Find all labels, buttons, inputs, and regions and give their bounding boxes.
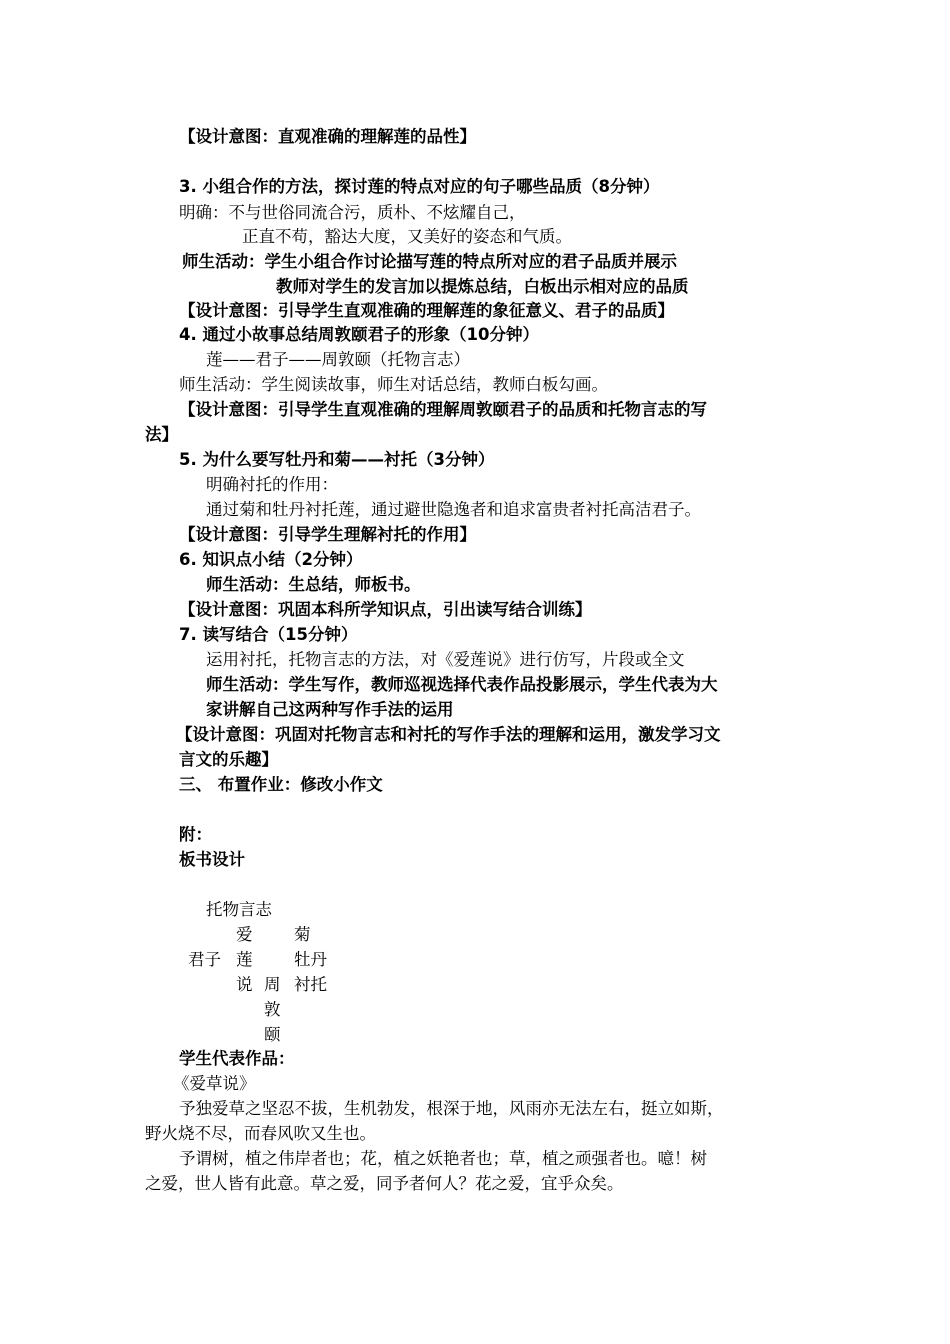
board-ai: 爱 <box>236 925 253 944</box>
design-intent-4: 【设计意图：引导学生理解衬托的作用】 <box>179 525 476 544</box>
step-5-heading: 5. 为什么要写牡丹和菊——衬托（3分钟） <box>179 450 495 469</box>
design-intent-3-cont: 法】 <box>145 425 178 444</box>
step-5-clarify: 明确衬托的作用： <box>206 475 338 494</box>
student-work-heading: 学生代表作品： <box>179 1049 295 1068</box>
step-3-clarify-1: 明确：不与世俗同流合污，质朴、不炫耀自己， <box>179 203 526 222</box>
appendix-label: 附： <box>179 825 212 844</box>
board-yi: 颐 <box>264 1025 281 1044</box>
board-dun: 敦 <box>264 1000 281 1019</box>
design-intent-6-cont: 言文的乐趣】 <box>179 750 278 769</box>
board-design-heading: 板书设计 <box>179 850 245 869</box>
board-lian: 莲 <box>236 950 253 969</box>
step-5-explain: 通过菊和牡丹衬托莲，通过避世隐逸者和追求富贵者衬托高洁君子。 <box>206 500 701 519</box>
student-work-p2-line1: 予谓树，植之伟岸者也；花，植之妖艳者也；草，植之顽强者也。噫！树 <box>179 1149 707 1168</box>
board-junzi: 君子 <box>188 950 221 969</box>
board-shuo: 说 <box>236 975 253 994</box>
step-3-clarify-2: 正直不苟，豁达大度，又美好的姿态和气质。 <box>242 227 572 246</box>
board-chentuo: 衬托 <box>294 975 327 994</box>
board-mudan: 牡丹 <box>294 950 327 969</box>
homework-heading: 三、 布置作业：修改小作文 <box>179 775 383 794</box>
step-6-activity: 师生活动：生总结，师板书。 <box>206 575 421 594</box>
step-3-activity-1: 师生活动：学生小组合作讨论描写莲的特点所对应的君子品质并展示 <box>182 252 677 271</box>
step-7-activity-2: 家讲解自己这两种写作手法的运用 <box>206 700 454 719</box>
design-intent-5: 【设计意图：巩固本科所学知识点，引出读写结合训练】 <box>179 600 592 619</box>
step-4-activity: 师生活动：学生阅读故事，师生对话总结，教师白板勾画。 <box>179 375 608 394</box>
design-intent-2: 【设计意图：引导学生直观准确的理解莲的象征意义、君子的品质】 <box>179 301 674 320</box>
design-intent-6: 【设计意图：巩固对托物言志和衬托的写作手法的理解和运用，激发学习文 <box>176 725 721 744</box>
step-6-heading: 6. 知识点小结（2分钟） <box>179 550 363 569</box>
step-4-chain: 莲——君子——周敦颐（托物言志） <box>206 350 470 369</box>
board-ju: 菊 <box>294 925 311 944</box>
design-intent-1: 【设计意图：直观准确的理解莲的品性】 <box>179 127 476 146</box>
step-7-heading: 7. 读写结合（15分钟） <box>179 625 358 644</box>
student-work-title: 《爱草说》 <box>173 1074 256 1093</box>
step-4-heading: 4. 通过小故事总结周敦颐君子的形象（10分钟） <box>179 325 539 344</box>
step-3-activity-2: 教师对学生的发言加以提炼总结，白板出示相对应的品质 <box>276 277 689 296</box>
student-work-p1-line2: 野火烧不尽，而春风吹又生也。 <box>145 1124 376 1143</box>
board-title: 托物言志 <box>206 900 272 919</box>
student-work-p1-line1: 予独爱草之坚忍不拔，生机勃发，根深于地，风雨亦无法左右，挺立如斯， <box>179 1099 724 1118</box>
step-7-activity-1: 师生活动：学生写作，教师巡视选择代表作品投影展示，学生代表为大 <box>206 675 718 694</box>
student-work-p2-line2: 之爱，世人皆有此意。草之爱，同予者何人？花之爱，宜乎众矣。 <box>145 1174 624 1193</box>
step-7-task: 运用衬托，托物言志的方法，对《爱莲说》进行仿写，片段或全文 <box>206 650 685 669</box>
step-3-heading: 3. 小组合作的方法，探讨莲的特点对应的句子哪些品质（8分钟） <box>179 177 660 196</box>
board-zhou: 周 <box>264 975 281 994</box>
design-intent-3: 【设计意图：引导学生直观准确的理解周敦颐君子的品质和托物言志的写 <box>179 400 707 419</box>
